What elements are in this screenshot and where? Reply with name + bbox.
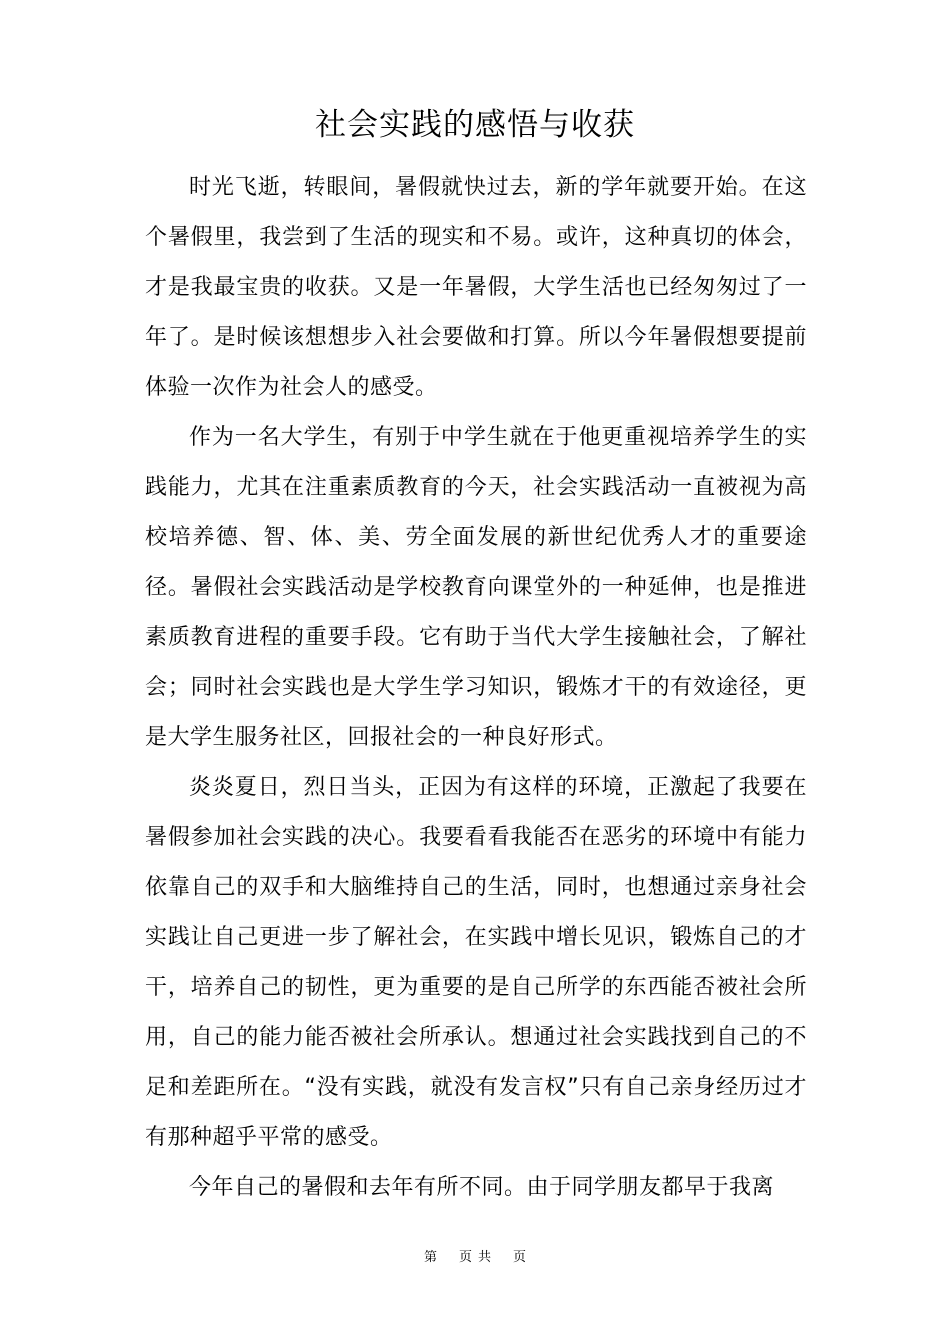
paragraph-4: 今年自己的暑假和去年有所不同。由于同学朋友都早于我离	[189, 1175, 775, 1200]
footer-total-suffix: 页	[513, 1250, 527, 1265]
paragraph-3: 炎炎夏日，烈日当头，正因为有这样的环境，正激起了我要在暑假参加社会实践的决心。我要看看我能否在恶劣的环境中有能力依靠自己的双手和大脑维持自己的生活，同时，也想通过亲身社会实践让自己更进一步了解社会，在实践中增长见识，锻炼自己的才干，培养自己的韧性，更为重要的是自己所学的东西能否被社会所用，自己的能力能否被社会所承认。想通过社会实践找到自己的不足和差距所在。“没有实践，就没有发言权”只有自己亲身经历过才有那种超乎平常的感受。	[145, 775, 807, 1150]
footer-page-label: 第	[423, 1250, 437, 1265]
footer-total-label: 共	[478, 1250, 492, 1265]
page-footer	[0, 1248, 950, 1268]
paragraph-2: 作为一名大学生，有别于中学生就在于他更重视培养学生的实践能力，尤其在注重素质教育的今天，社会实践活动一直被视为高校培养德、智、体、美、劳全面发展的新世纪优秀人才的重要途径。暑假社会实践活动是学校教育向课堂外的一种延伸，也是推进素质教育进程的重要手段。它有助于当代大学生接触社会，了解社会；同时社会实践也是大学生学习知识，锻炼才干的有效途径，更是大学生服务社区，回报社会的一种良好形式。	[145, 425, 807, 750]
paragraph-1: 时光飞逝，转眼间，暑假就快过去，新的学年就要开始。在这个暑假里，我尝到了生活的现实和不易。或许，这种真切的体会，才是我最宝贵的收获。又是一年暑假，大学生活也已经匆匆过了一年了。是时候该想想步入社会要做和打算。所以今年暑假想要提前体验一次作为社会人的感受。	[145, 175, 807, 400]
document-body	[145, 163, 807, 1213]
document-title: 社会实践的感悟与收获	[315, 107, 635, 143]
footer-page-suffix: 页	[458, 1250, 472, 1265]
